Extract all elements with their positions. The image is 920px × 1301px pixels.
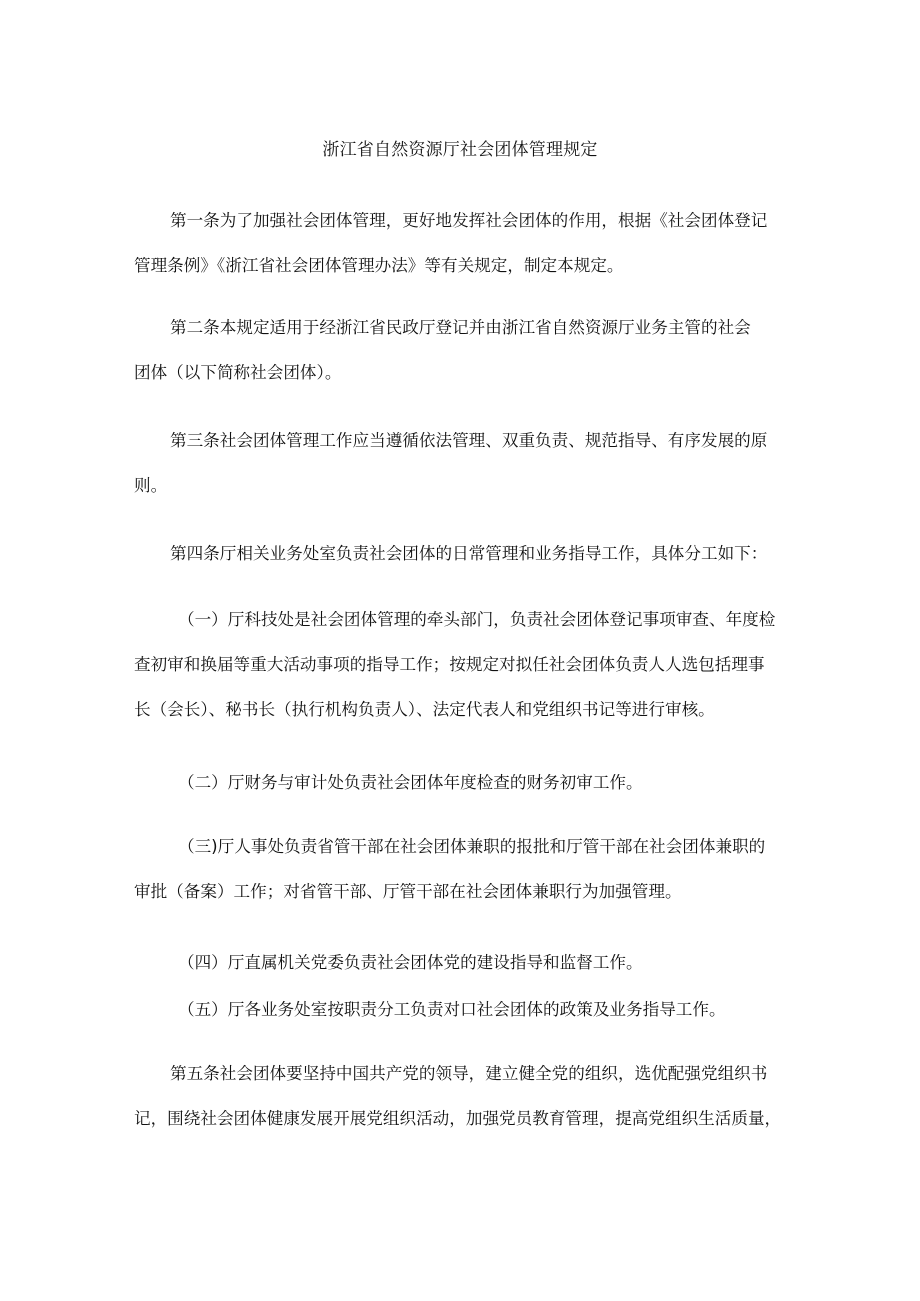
paragraph-line: 管理条例》《浙江省社会团体管理办法》等有关规定，制定本规定。	[134, 256, 624, 275]
paragraph-line: 第四条厅相关业务处室负责社会团体的日常管理和业务指导工作，具体分工如下：	[170, 544, 768, 563]
paragraph-line: 查初审和换届等重大活动事项的指导工作；按规定对拟任社会团体负责人人选包括理事	[134, 655, 765, 674]
paragraph-line: （二）厅财务与审计处负责社会团体年度检查的财务初审工作。	[178, 773, 643, 792]
article-4-item-1	[134, 597, 799, 732]
paragraph-line: （一）厅科技处是社会团体管理的牵头部门，负责社会团体登记事项审查、年度检	[178, 610, 776, 629]
article-3	[134, 418, 799, 508]
paragraph-line: 长（会长）、秘书长（执行机构负责人）、法定代表人和党组织书记等进行审核。	[134, 700, 715, 719]
paragraph-line: 团体（以下简称社会团体）。	[134, 363, 342, 382]
article-4-item-3	[134, 824, 799, 914]
paragraph-line: 第一条为了加强社会团体管理，更好地发挥社会团体的作用，根据《社会团体登记	[170, 211, 768, 230]
paragraph-line: 记，围绕社会团体健康发展开展党组织活动，加强党员教育管理，提高党组织生活质量，	[134, 1109, 782, 1128]
article-4	[134, 531, 799, 576]
article-5	[134, 1051, 799, 1141]
paragraph-line: （五）厅各业务处室按职责分工负责对口社会团体的政策及业务指导工作。	[178, 1000, 726, 1019]
paragraph-line: 第五条社会团体要坚持中国共产党的领导，建立健全党的组织，选优配强党组织书	[170, 1064, 768, 1083]
paragraph-line: 第二条本规定适用于经浙江省民政厅登记并由浙江省自然资源厅业务主管的社会	[170, 318, 751, 337]
paragraph-line: （三)厅人事处负责省管干部在社会团体兼职的报批和厅管干部在社会团体兼职的	[178, 837, 766, 856]
document-title: 浙江省自然资源厅社会团体管理规定	[322, 140, 598, 160]
paragraph-line: （四）厅直属机关党委负责社会团体党的建设指导和监督工作。	[178, 953, 643, 972]
article-1	[134, 198, 799, 288]
article-4-item-2	[134, 760, 799, 805]
paragraph-line: 审批（备案）工作；对省管干部、厅管干部在社会团体兼职行为加强管理。	[134, 882, 682, 901]
paragraph-line: 则。	[134, 476, 168, 495]
article-2	[134, 305, 799, 395]
paragraph-line: 第三条社会团体管理工作应当遵循依法管理、双重负责、规范指导、有序发展的原	[170, 431, 768, 450]
article-4-item-5	[134, 987, 799, 1032]
article-4-item-4	[134, 940, 799, 985]
